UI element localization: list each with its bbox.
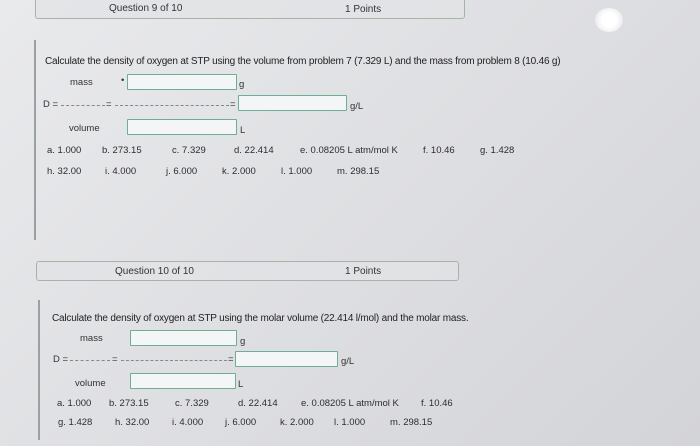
q10-option-h: h. 32.00 xyxy=(115,417,150,428)
q9-density-input[interactable] xyxy=(238,95,347,111)
q10-title: Question 10 of 10 xyxy=(115,266,194,277)
q9-d-label: D = xyxy=(43,99,59,110)
q9-mass-unit: g xyxy=(239,79,245,90)
q10-option-k: k. 2.000 xyxy=(280,417,314,428)
q10-option-d: d. 22.414 xyxy=(238,398,278,409)
q10-option-f: f. 10.46 xyxy=(421,398,453,409)
q10-option-l: l. 1.000 xyxy=(334,417,366,428)
q10-equals-1: = xyxy=(112,354,118,365)
q9-option-d: d. 22.414 xyxy=(234,145,274,156)
q9-volume-label: volume xyxy=(69,123,100,134)
q9-option-e: e. 0.08205 L atm/mol K xyxy=(300,145,398,156)
q10-points: 1 Points xyxy=(345,266,382,277)
q10-header xyxy=(36,261,459,281)
q9-header xyxy=(35,0,465,19)
q10-option-m: m. 298.15 xyxy=(390,417,433,428)
q9-question-text: Calculate the density of oxygen at STP using the volume from problem 7 (7.329 L) and the mass from problem 8 (10.46 g) xyxy=(45,56,561,67)
q10-mass-label: mass xyxy=(80,333,103,344)
q10-volume-input[interactable] xyxy=(130,373,236,389)
q10-option-c: c. 7.329 xyxy=(175,398,209,409)
q10-fraction-line xyxy=(121,360,227,361)
q9-option-f: f. 10.46 xyxy=(423,145,455,156)
q10-result-unit: g/L xyxy=(341,356,355,367)
q9-points: 1 Points xyxy=(345,4,382,15)
q10-mass-unit: g xyxy=(240,336,246,347)
q9-mass-input[interactable] xyxy=(127,74,237,90)
q9-option-g: g. 1.428 xyxy=(480,145,515,156)
q10-option-e: e. 0.08205 L atm/mol K xyxy=(301,398,399,409)
q10-option-g: g. 1.428 xyxy=(58,417,93,428)
q9-fraction-line-left xyxy=(61,105,105,106)
q10-density-input[interactable] xyxy=(235,351,338,367)
q10-mass-input[interactable] xyxy=(130,330,237,346)
q10-option-i: i. 4.000 xyxy=(172,417,204,428)
q9-option-k: k. 2.000 xyxy=(222,166,256,177)
q9-option-c: c. 7.329 xyxy=(172,145,206,156)
q9-result-unit: g/L xyxy=(350,101,364,112)
q9-option-l: l. 1.000 xyxy=(281,166,313,177)
q9-equals-1: = xyxy=(106,99,112,110)
q9-mass-label: mass xyxy=(70,77,93,88)
q9-option-b: b. 273.15 xyxy=(102,145,142,156)
q10-d-label: D = xyxy=(53,354,69,365)
q10-equals-2: = xyxy=(228,354,234,365)
q9-volume-unit: L xyxy=(240,125,246,136)
q9-option-m: m. 298.15 xyxy=(337,166,380,177)
q9-volume-input[interactable] xyxy=(127,119,237,135)
q10-volume-unit: L xyxy=(238,379,244,390)
q10-left-border xyxy=(38,300,40,440)
screen-glare xyxy=(595,8,623,32)
q10-option-b: b. 273.15 xyxy=(109,398,149,409)
q9-option-a: a. 1.000 xyxy=(47,145,82,156)
q9-option-j: j. 6.000 xyxy=(166,166,198,177)
q10-fraction-line-left xyxy=(70,360,110,361)
q9-left-border xyxy=(34,40,36,240)
q9-option-h: h. 32.00 xyxy=(47,166,82,177)
q10-volume-label: volume xyxy=(75,378,106,389)
q9-equals-2: = xyxy=(230,99,236,110)
q10-option-j: j. 6.000 xyxy=(225,417,257,428)
q9-fraction-line xyxy=(115,105,229,106)
q9-option-i: i. 4.000 xyxy=(105,166,137,177)
q9-title: Question 9 of 10 xyxy=(109,3,183,14)
q10-question-text: Calculate the density of oxygen at STP using the molar volume (22.414 l/mol) and the molar mass. xyxy=(52,313,469,324)
q9-bullet: • xyxy=(121,75,125,86)
q10-option-a: a. 1.000 xyxy=(57,398,92,409)
